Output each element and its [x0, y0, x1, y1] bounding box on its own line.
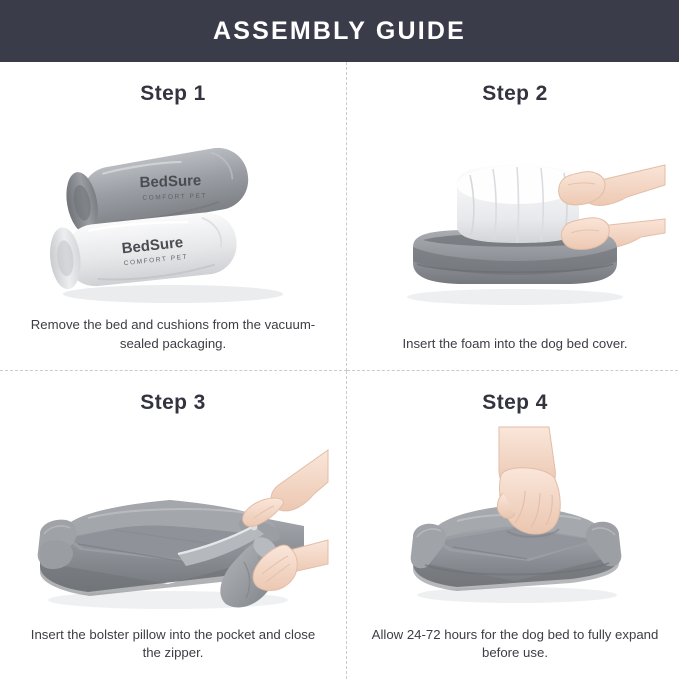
steps-grid [0, 62, 679, 679]
step-card-2 [347, 62, 679, 371]
step-4-caption: Allow 24-72 hours for the dog bed to fully expand before use. [371, 626, 659, 661]
brand-label-dark: BedSure [139, 172, 202, 192]
foam-insert [457, 165, 579, 243]
hand-pressing-expanded-bed-illustration [365, 427, 665, 617]
rolled-vacuum-sealed-bed-illustration [23, 118, 323, 308]
page-title: ASSEMBLY GUIDE [212, 16, 467, 45]
step-card-3 [0, 371, 347, 679]
step-1-caption: Remove the bed and cushions from the vacuum-sealed packaging. [30, 317, 316, 351]
step-2-caption: Insert the foam into the dog bed cover. [402, 335, 628, 351]
step-4-illustration [365, 419, 665, 626]
step-2-illustration [365, 110, 665, 335]
step-3-illustration [18, 419, 328, 626]
header-banner [0, 0, 679, 62]
hands-inserting-foam-illustration [365, 127, 665, 317]
step-1-illustration [18, 110, 328, 316]
step-card-4 [347, 371, 679, 679]
step-card-1 [0, 62, 347, 371]
brand-sub-light: COMFORT PET [123, 253, 189, 268]
hands-inserting-bolster-pillow-illustration [18, 422, 328, 622]
drop-shadow [63, 285, 283, 303]
brand-sub-dark: COMFORT PET [142, 192, 208, 202]
step-3-caption: Insert the bolster pillow into the pocket and close the zipper. [30, 626, 316, 661]
drop-shadow [407, 289, 623, 305]
step-3-title: Step 3 [140, 390, 206, 414]
step-2-title: Step 2 [482, 82, 548, 105]
brand-label-light: BedSure [120, 233, 184, 258]
step-1-title: Step 1 [140, 82, 206, 105]
step-4-title: Step 4 [482, 390, 548, 414]
